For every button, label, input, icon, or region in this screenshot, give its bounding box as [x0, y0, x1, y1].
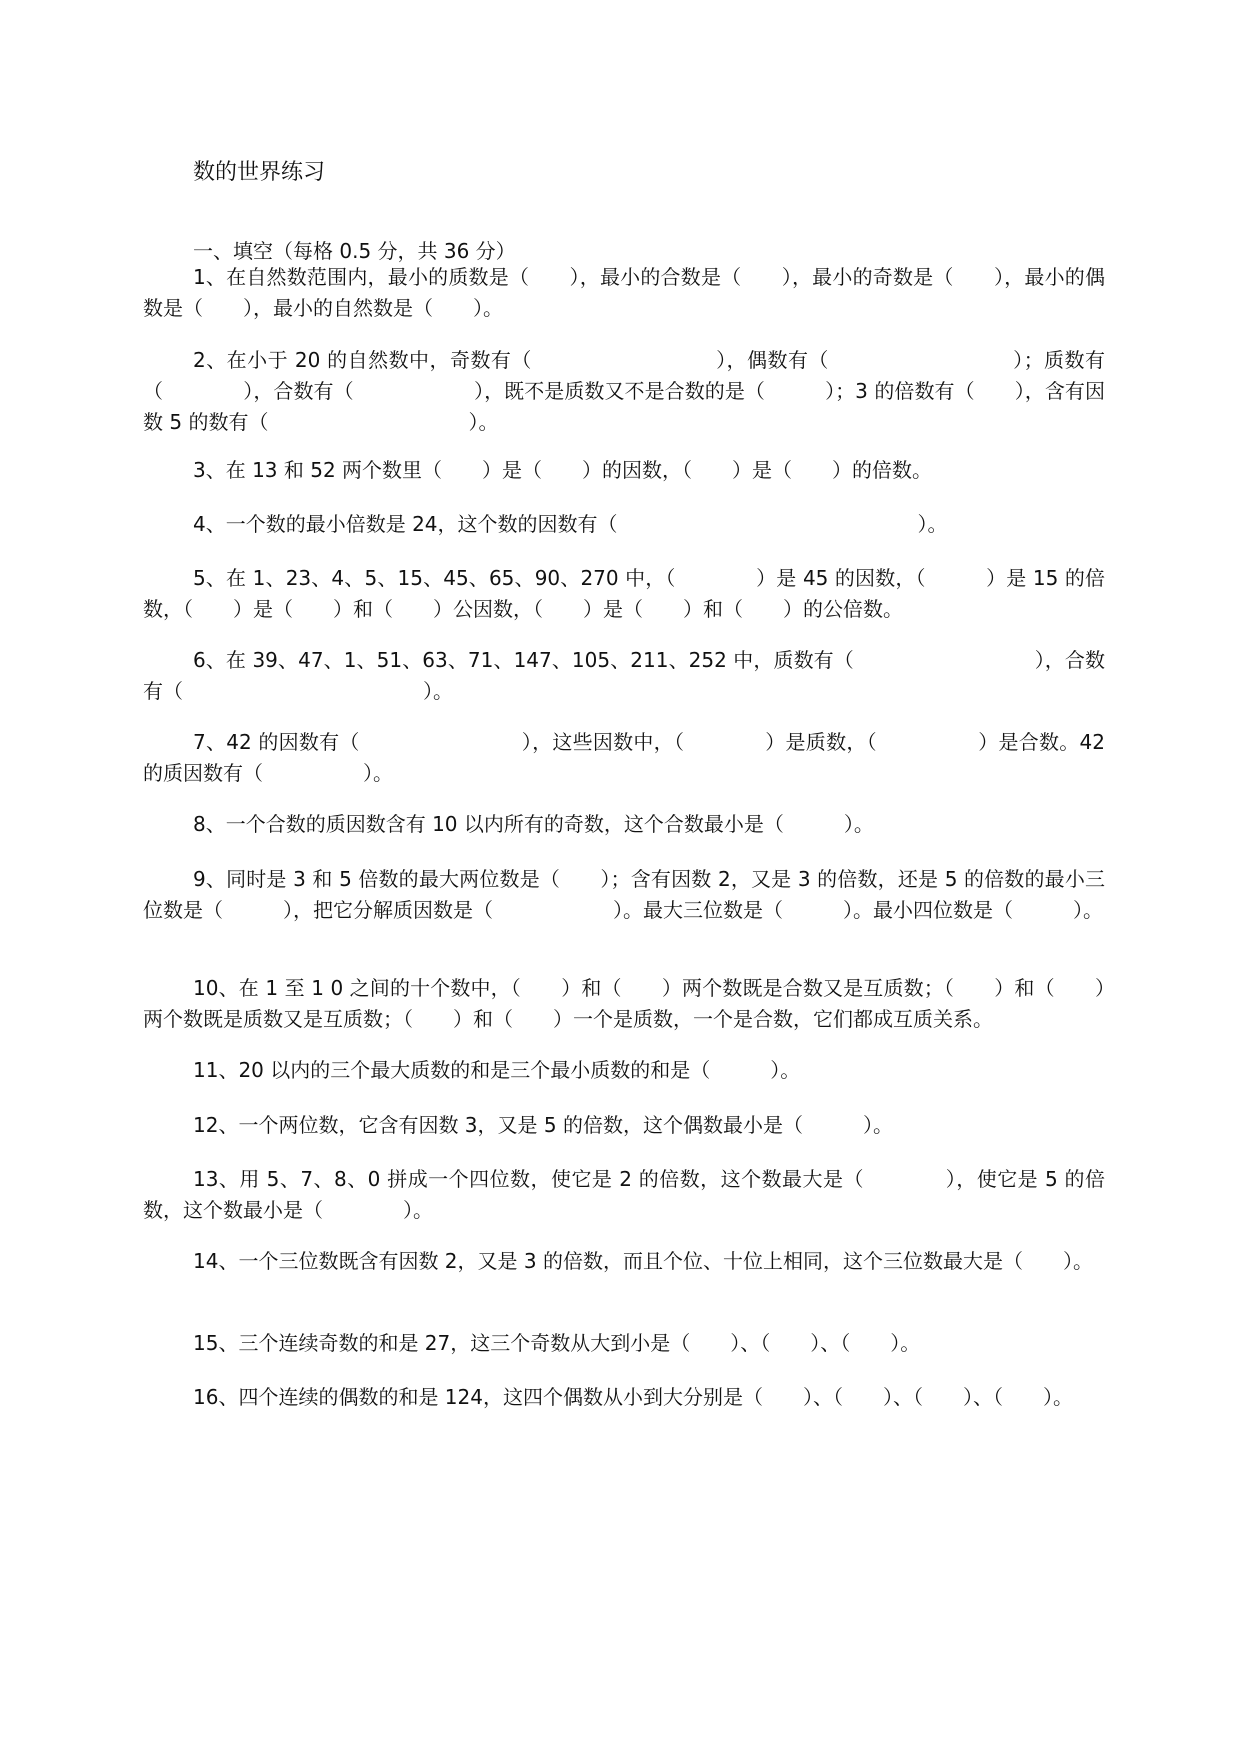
- question-2: 2、在小于 20 的自然数中，奇数有（ ），偶数有（ ）；质数有（ ），合数有（ ），既不是质数又不是合数的是（ ）；3 的倍数有（ ），含有因数 5 的数有（ ）。: [143, 348, 1105, 434]
- question-8: 8、一个合数的质因数含有 10 以内所有的奇数，这个合数最小是（ ）。: [193, 812, 874, 836]
- question-6: 6、在 39、47、1、51、63、71、147、105、211、252 中，质数有（ ），合数有（ ）。: [143, 648, 1105, 703]
- question-16: 16、四个连续的偶数的和是 124，这四个偶数从小到大分别是（ ）、（ ）、（ ）、（ ）。: [193, 1385, 1073, 1409]
- question-11: 11、20 以内的三个最大质数的和是三个最小质数的和是（ ）。: [193, 1058, 801, 1082]
- question-12: 12、一个两位数，它含有因数 3，又是 5 的倍数，这个偶数最小是（ ）。: [193, 1113, 893, 1137]
- section-heading: 一、填空（每格 0.5 分，共 36 分）: [193, 239, 516, 263]
- question-5: 5、在 1、23、4、5、15、45、65、90、270 中，（ ）是 45 的因数，（ ）是 15 的倍数，（ ）是（ ）和（ ）公因数，（ ）是（ ）和（ ）的公倍数。: [143, 566, 1105, 621]
- question-1: 1、在自然数范围内，最小的质数是（ ），最小的合数是（ ），最小的奇数是（ ），最小的偶数是（ ），最小的自然数是（ ）。: [143, 265, 1105, 320]
- question-13: 13、用 5、7、8、0 拼成一个四位数，使它是 2 的倍数，这个数最大是（ ），使它是 5 的倍数，这个数最小是（ ）。: [143, 1167, 1105, 1222]
- question-10: 10、在 1 至 1 0 之间的十个数中，（ ）和（ ）两个数既是合数又是互质数；（ ）和（ ）两个数既是质数又是互质数；（ ）和（ ）一个是质数，一个是合数，它们都成互质关系。: [143, 976, 1105, 1031]
- document-title: 数的世界练习: [193, 160, 326, 185]
- question-14: 14、一个三位数既含有因数 2，又是 3 的倍数，而且个位、十位上相同，这个三位数最大是（ ）。: [193, 1249, 1093, 1273]
- question-7: 7、42 的因数有（ ），这些因数中，（ ）是质数，（ ）是合数。42 的质因数有（ ）。: [143, 730, 1105, 785]
- question-15: 15、三个连续奇数的和是 27，这三个奇数从大到小是（ ）、（ ）、（ ）。: [193, 1331, 921, 1355]
- question-9: 9、同时是 3 和 5 倍数的最大两位数是（ ）；含有因数 2，又是 3 的倍数，还是 5 的倍数的最小三位数是（ ），把它分解质因数是（ ）。最大三位数是（ ）。最小四位数是（ ）。: [143, 867, 1105, 922]
- question-3: 3、在 13 和 52 两个数里（ ）是（ ）的因数，（ ）是（ ）的倍数。: [193, 458, 933, 482]
- question-4: 4、一个数的最小倍数是 24，这个数的因数有（ ）。: [193, 512, 948, 536]
